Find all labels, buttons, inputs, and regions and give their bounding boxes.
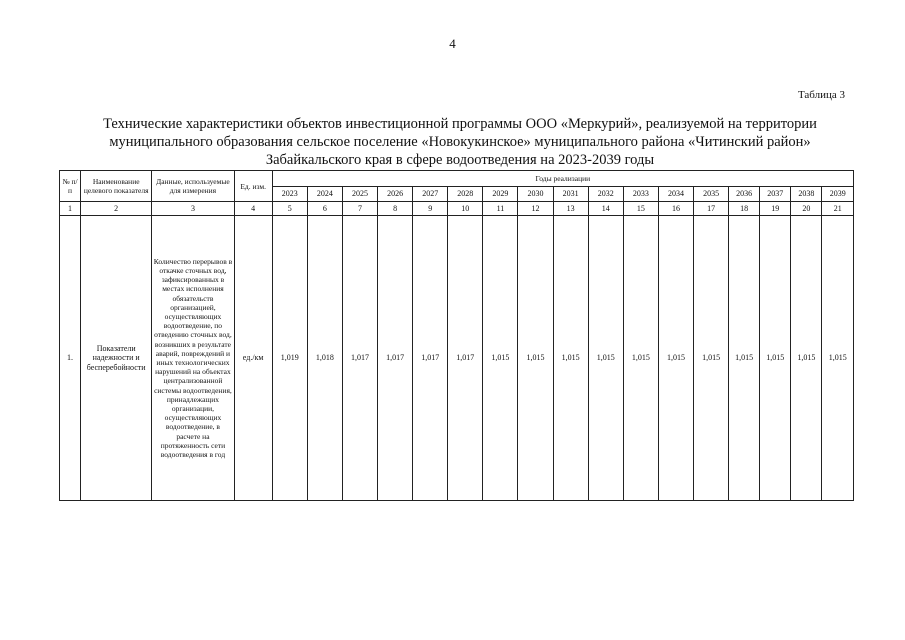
- year-cell: 2037: [760, 187, 791, 202]
- year-cell: 2024: [307, 187, 342, 202]
- year-cell: 2032: [588, 187, 623, 202]
- year-cell: 2036: [729, 187, 760, 202]
- column-number: 14: [588, 202, 623, 216]
- value-cell: 1,015: [588, 216, 623, 501]
- document-title: [60, 115, 860, 169]
- year-cell: 2035: [694, 187, 729, 202]
- column-number: 10: [448, 202, 483, 216]
- column-number: 21: [822, 202, 854, 216]
- column-number: 8: [378, 202, 413, 216]
- table-row: [60, 216, 854, 501]
- value-cell: 1,018: [307, 216, 342, 501]
- year-cell: 2030: [518, 187, 553, 202]
- title-line-3: Забайкальского края в сфере водоотведения на 2023-2039 годы: [265, 152, 655, 168]
- header-years-title: Годы реализации: [272, 171, 853, 187]
- header-name: Наименование целевого показателя: [81, 171, 152, 202]
- header-data: Данные, используемые для измерения: [152, 171, 234, 202]
- value-cell: 1,015: [483, 216, 518, 501]
- header-row: [60, 171, 854, 187]
- year-cell: 2031: [553, 187, 588, 202]
- value-cell: 1,017: [413, 216, 448, 501]
- column-number: 4: [234, 202, 272, 216]
- column-number: 20: [791, 202, 822, 216]
- year-cell: 2039: [822, 187, 854, 202]
- value-cell: 1,017: [342, 216, 377, 501]
- value-cell: 1,017: [448, 216, 483, 501]
- year-cell: 2028: [448, 187, 483, 202]
- year-cell: 2038: [791, 187, 822, 202]
- year-cell: 2033: [623, 187, 658, 202]
- value-cell: 1,015: [658, 216, 693, 501]
- column-number: 15: [623, 202, 658, 216]
- column-numbers-row: [60, 202, 854, 216]
- column-number: 13: [553, 202, 588, 216]
- value-cell: 1,015: [822, 216, 854, 501]
- column-number: 17: [694, 202, 729, 216]
- column-number: 16: [658, 202, 693, 216]
- header-num: № п/п: [60, 171, 81, 202]
- value-cell: 1,015: [791, 216, 822, 501]
- value-cell: 1,015: [694, 216, 729, 501]
- row-description: Количество перерывов в откачке сточных вод, зафиксированных в местах исполнения обязательств организацией, осуществляющих водоотведение, по отведению сточных вод, возникших в результате аварий, повреждений и иных технологических нарушений на объектах централизованной системы водоотведения, принадлежащих организации, осуществляющих водоотведение, в расчете на протяженность сети водоотведения в год: [152, 216, 234, 501]
- column-number: 19: [760, 202, 791, 216]
- column-number: 11: [483, 202, 518, 216]
- year-cell: 2025: [342, 187, 377, 202]
- column-number: 7: [342, 202, 377, 216]
- row-num: 1.: [60, 216, 81, 501]
- year-cell: 2034: [658, 187, 693, 202]
- column-number: 1: [60, 202, 81, 216]
- row-unit: ед./км: [234, 216, 272, 501]
- year-cell: 2023: [272, 187, 307, 202]
- value-cell: 1,015: [729, 216, 760, 501]
- value-cell: 1,015: [553, 216, 588, 501]
- value-cell: 1,019: [272, 216, 307, 501]
- value-cell: 1,015: [518, 216, 553, 501]
- year-cell: 2027: [413, 187, 448, 202]
- value-cell: 1,015: [760, 216, 791, 501]
- row-name: Показатели надежности и бесперебойности: [81, 216, 152, 501]
- column-number: 12: [518, 202, 553, 216]
- year-cell: 2029: [483, 187, 518, 202]
- column-number: 2: [81, 202, 152, 216]
- column-number: 18: [729, 202, 760, 216]
- year-cell: 2026: [378, 187, 413, 202]
- title-line-1: Технические характеристики объектов инвестиционной программы ООО «Меркурий», реализуемой на территории: [103, 116, 817, 132]
- column-number: 6: [307, 202, 342, 216]
- indicators-table: [59, 170, 854, 501]
- value-cell: 1,015: [623, 216, 658, 501]
- table-label: Таблица 3: [797, 89, 845, 101]
- column-number: 3: [152, 202, 234, 216]
- title-line-2: муниципального образования сельское поселение «Новокукинское» муниципального района «Читинский район»: [109, 134, 811, 150]
- column-number: 5: [272, 202, 307, 216]
- column-number: 9: [413, 202, 448, 216]
- value-cell: 1,017: [378, 216, 413, 501]
- page-number: 4: [449, 36, 456, 51]
- header-unit: Ед. изм.: [234, 171, 272, 202]
